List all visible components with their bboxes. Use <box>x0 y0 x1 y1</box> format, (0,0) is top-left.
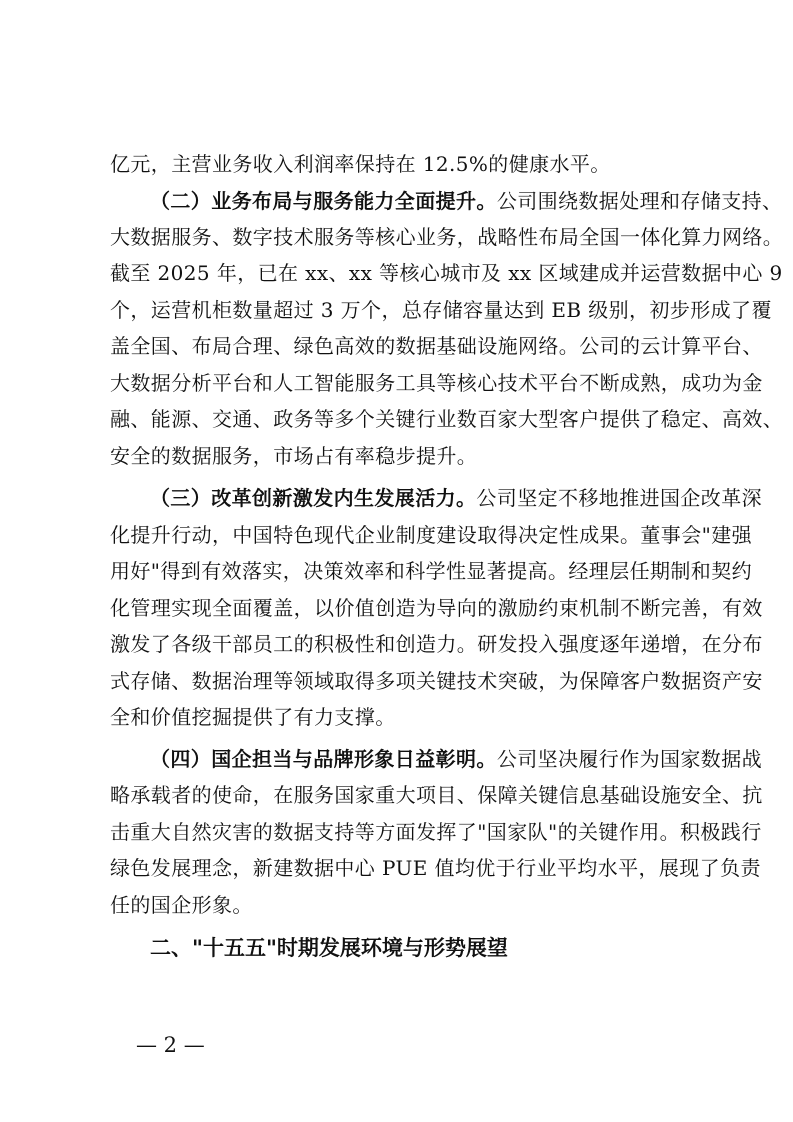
paragraph-line: 个，运营机柜数量超过 3 万个，总存储容量达到 EB 级别，初步形成了覆 <box>110 298 772 322</box>
paragraph-first-line <box>150 741 763 777</box>
paragraph-line: 安全的数据服务，市场占有率稳步提升。 <box>110 444 478 468</box>
paragraph-text: 公司围绕数据处理和存储支持、 <box>496 189 783 213</box>
section-heading: 二、"十五五"时期发展环境与形势展望 <box>150 936 508 960</box>
paragraph-line: 用好"得到有效落实，决策效率和科学性显著提高。经理层任期制和契约 <box>110 559 752 583</box>
paragraph-line: 截至 2025 年，已在 xx、xx 等核心城市及 xx 区域建成并运营数据中心 9 <box>110 261 783 285</box>
paragraph-line: 式存储、数据治理等领域取得多项关键技术突破，为保障客户数据资产安 <box>110 669 763 693</box>
paragraph-line: 绿色发展理念，新建数据中心 PUE 值均优于行业平均水平，展现了负责 <box>110 856 761 880</box>
paragraph-line: 任的国企形象。 <box>110 893 253 917</box>
paragraph-line: 融、能源、交通、政务等多个关键行业数百家大型客户提供了稳定、高效、 <box>110 407 784 431</box>
paragraph-line: 略承载者的使命，在服务国家重大项目、保障关键信息基础设施安全、抗 <box>110 783 763 807</box>
page-number: — 2 — <box>136 1033 205 1057</box>
paragraph-line: 全和价值挖掘提供了有力支撑。 <box>110 705 396 729</box>
paragraph-lead-heading: （四）国企担当与品牌形象日益彰明。 <box>150 747 497 771</box>
paragraph-line: 盖全国、布局合理、绿色高效的数据基础设施网络。公司的云计算平台、 <box>110 334 763 358</box>
paragraph-line: 大数据分析平台和人工智能服务工具等核心技术平台不断成熟，成功为金 <box>110 371 763 395</box>
paragraph-text: 公司坚决履行作为国家数据战 <box>496 747 763 771</box>
paragraph-text: 公司坚定不移地推进国企改革深 <box>476 486 763 510</box>
paragraph-lead-heading: （三）改革创新激发内生发展活力。 <box>150 486 477 510</box>
paragraph-line: 化提升行动，中国特色现代企业制度建设取得决定性成果。董事会"建强 <box>110 523 752 547</box>
paragraph-first-line <box>150 480 763 516</box>
paragraph-line: 化管理实现全面覆盖，以价值创造为导向的激励约束机制不断完善，有效 <box>110 596 763 620</box>
paragraph-line: 激发了各级干部员工的积极性和创造力。研发投入强度逐年递增，在分布 <box>110 632 763 656</box>
paragraph-line: 击重大自然灾害的数据支持等方面发挥了"国家队"的关键作用。积极践行 <box>110 820 762 844</box>
paragraph-lead-heading: （二）业务布局与服务能力全面提升。 <box>150 189 497 213</box>
paragraph-line: 大数据服务、数字技术服务等核心业务，战略性布局全国一体化算力网络。 <box>110 225 784 249</box>
paragraph-line: 亿元，主营业务收入利润率保持在 12.5%的健康水平。 <box>110 152 611 176</box>
paragraph-first-line <box>150 183 783 219</box>
